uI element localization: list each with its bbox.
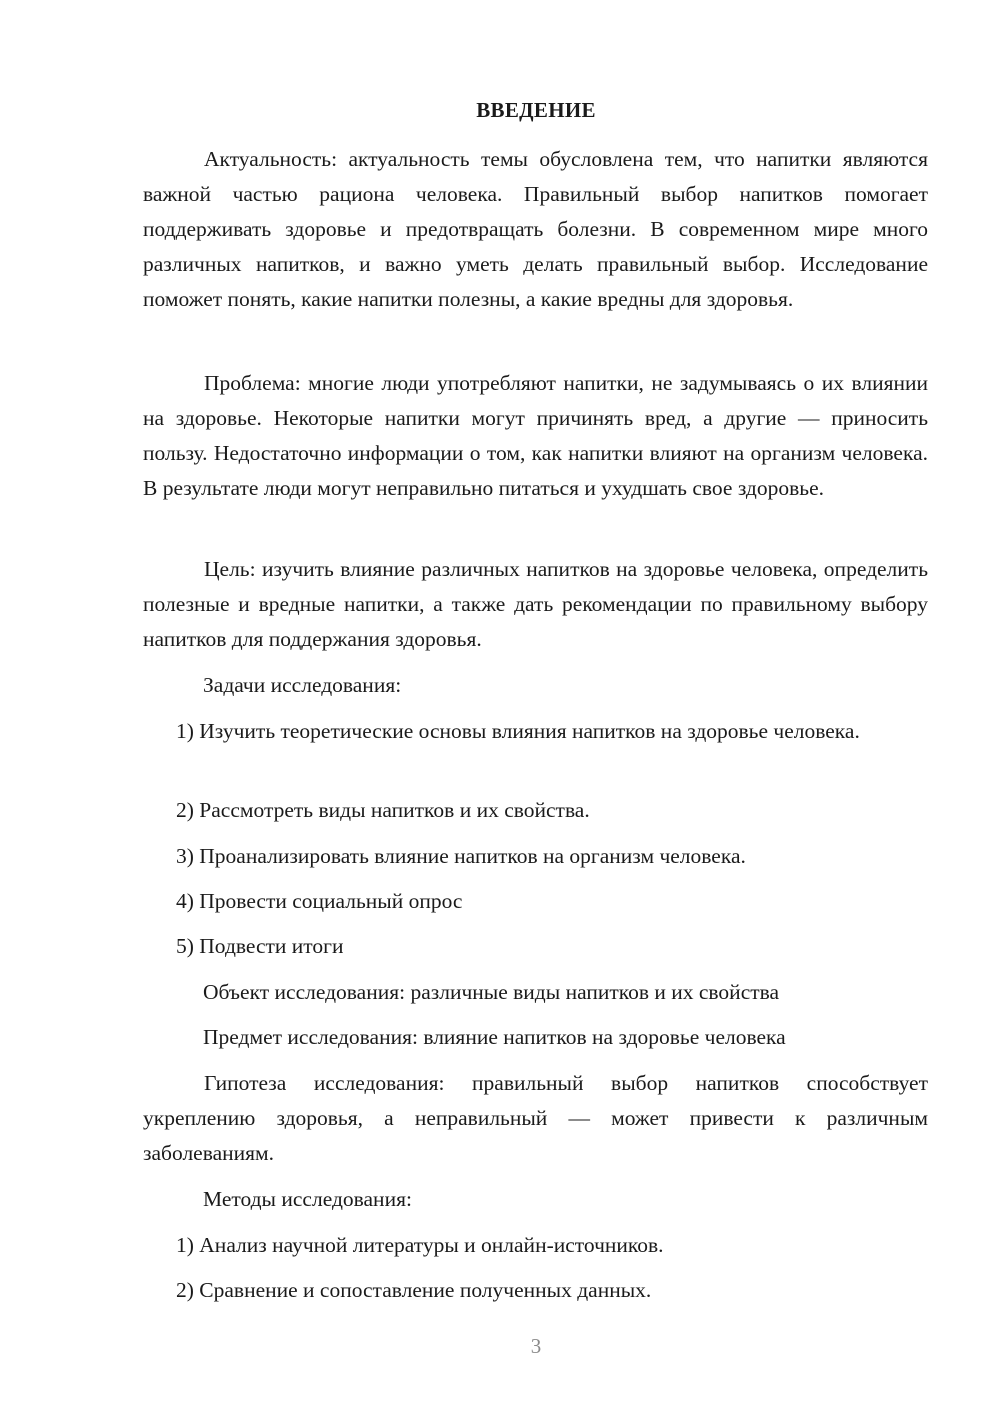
page-title: ВВЕДЕНИЕ [476,98,596,122]
problem-paragraph: Проблема: многие люди употребляют напитки, не задумываясь о их влиянии на здоровье. Некоторые напитки могут причинять вред, а другие — приносить пользу. Недостаточно информации о том, как напитки влияют на организм человека. В результате люди могут неправильно питаться и ухудшать свое здоровье. [143,371,928,500]
page-number: 3 [530,1334,542,1358]
tasks-heading: Задачи исследования: [203,673,402,697]
goal-paragraph: Цель: изучить влияние различных напитков на здоровье человека, определить полезные и вредные напитки, а также дать рекомендации по правильному выбору напитков для поддержания здоровья. [143,557,928,651]
task-item-4: 4) Провести социальный опрос [176,889,463,913]
method-item-2: 2) Сравнение и сопоставление полученных данных. [176,1278,652,1302]
task-item-5: 5) Подвести итоги [176,934,344,958]
task-item-2: 2) Рассмотреть виды напитков и их свойства. [176,798,590,822]
hypothesis-paragraph: Гипотеза исследования: правильный выбор напитков способствует укреплению здоровья, а неправильный — может привести к различным заболеваниям. [143,1071,928,1165]
method-item-1: 1) Анализ научной литературы и онлайн-источников. [176,1233,664,1257]
relevance-paragraph: Актуальность: актуальность темы обусловлена тем, что напитки являются важной частью рациона человека. Правильный выбор напитков помогает поддерживать здоровье и предотвращать болезни. В современном мире много различных напитков, и важно уметь делать правильный выбор. Исследование поможет понять, какие напитки полезны, а какие вредны для здоровья. [143,147,928,311]
research-subject: Предмет исследования: влияние напитков на здоровье человека [203,1025,786,1049]
research-object: Объект исследования: различные виды напитков и их свойства [203,980,780,1004]
methods-heading: Методы исследования: [203,1187,412,1211]
task-item-1: 1) Изучить теоретические основы влияния напитков на здоровье человека. [176,719,860,743]
task-item-3: 3) Проанализировать влияние напитков на организм человека. [176,844,746,868]
